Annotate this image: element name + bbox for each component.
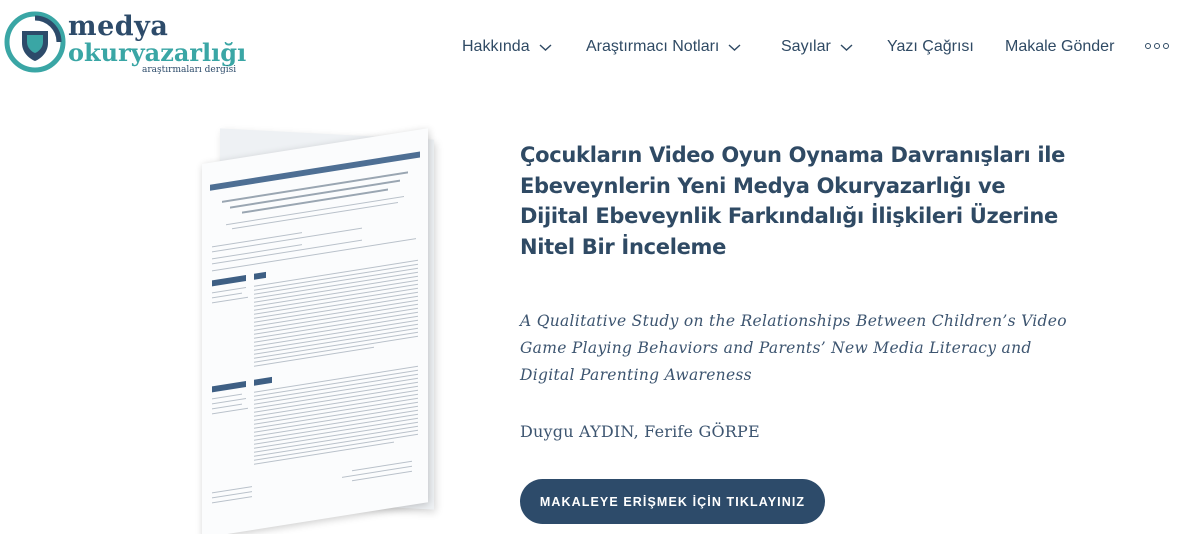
more-circle-icon <box>1154 43 1160 49</box>
cover-section-box <box>212 381 246 392</box>
chevron-down-icon <box>539 43 552 52</box>
chevron-down-icon <box>840 43 853 52</box>
article-subtitle: A Qualitative Study on the Relationships Between Children’s Video Game Playing Behaviors and Parents’ New Media Literacy and Digital Parenting Awareness <box>520 312 1067 384</box>
nav-item-arastirmaci-notlari[interactable] <box>586 36 741 58</box>
cover-section-box <box>254 272 266 280</box>
more-circle-icon <box>1145 43 1151 49</box>
cover-text-line <box>232 202 398 230</box>
cover-band <box>210 151 420 190</box>
nav-label: Araştırmacı Notları <box>586 38 720 55</box>
logo-tagline: araştırmaları dergisi <box>142 65 237 75</box>
cover-section-box <box>254 377 272 386</box>
nav-label: Yazı Çağrısı <box>887 38 974 55</box>
nav-item-makale-gonder[interactable] <box>1005 36 1114 58</box>
article-authors: Duygu AYDIN, Ferife GÖRPE <box>520 422 760 441</box>
nav-item-sayilar[interactable] <box>781 36 853 58</box>
cover-text-line <box>212 228 362 253</box>
article-title: Çocukların Video Oyun Oynama Davranışları ile Ebeveynlerin Yeni Medya Okuryazarlığı ve Dijital Ebeveynlik Farkındalığı İlişkileri Üzerine Nitel Bir İnceleme <box>520 143 1066 260</box>
nav-item-hakkinda[interactable] <box>462 36 552 58</box>
logo-text-line2: okuryazarlığı <box>68 38 247 67</box>
nav-item-yazi-cagrisi[interactable] <box>887 36 974 58</box>
more-menu-button[interactable] <box>1145 38 1169 54</box>
site-logo[interactable] <box>4 9 256 75</box>
cover-front-page <box>202 128 428 534</box>
logo-mark-icon <box>4 11 66 73</box>
cover-section-box <box>212 275 246 286</box>
nav-label: Hakkında <box>462 38 530 55</box>
nav-label: Makale Gönder <box>1005 38 1115 55</box>
nav-label: Sayılar <box>781 38 831 55</box>
more-circle-icon <box>1163 43 1169 49</box>
article-cover-image <box>196 120 442 510</box>
access-article-button[interactable]: MAKALEYE ERİŞMEK İÇİN TIKLAYINIZ <box>520 479 825 524</box>
site-header <box>0 0 1200 92</box>
chevron-down-icon <box>728 43 741 52</box>
cover-text-line <box>352 471 412 482</box>
logo-text-line1: medya <box>68 11 169 42</box>
